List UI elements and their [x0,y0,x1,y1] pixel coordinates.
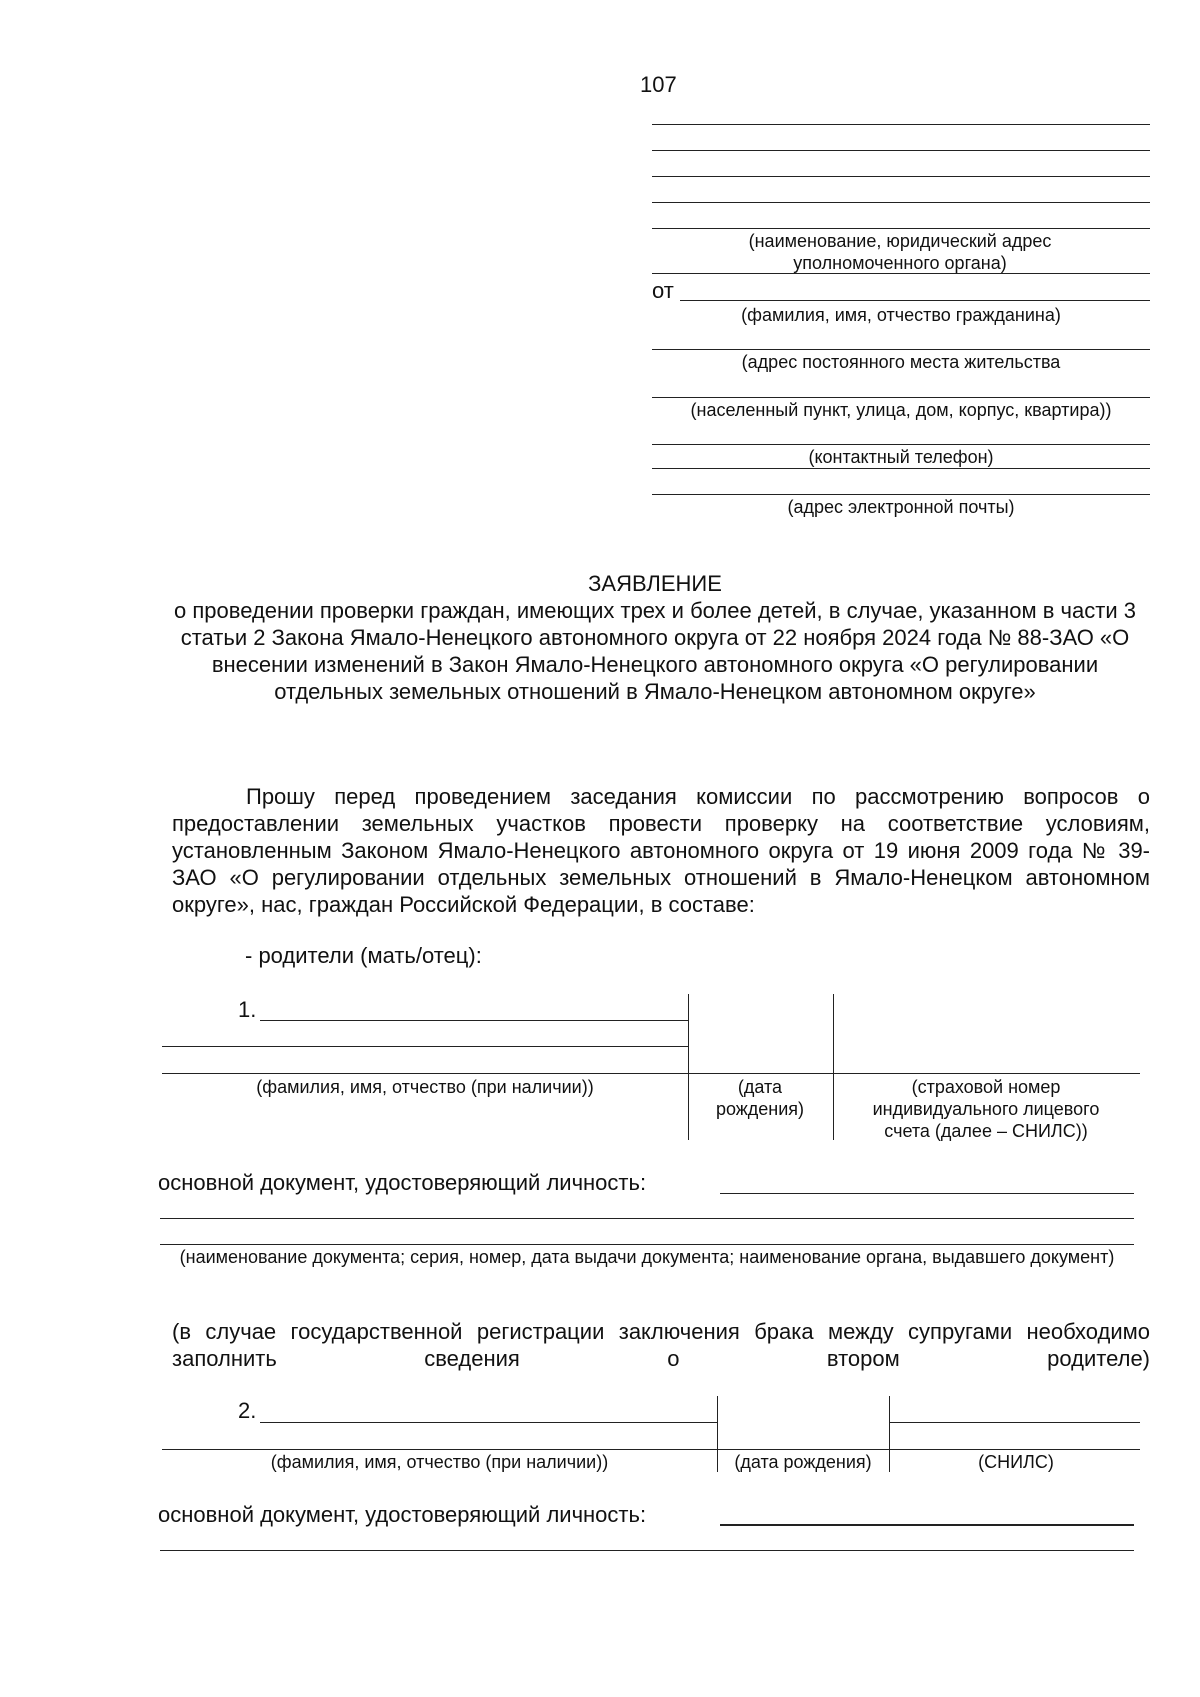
parents-label: - родители (мать/отец): [245,943,482,968]
caption-phone: (контактный телефон) [808,447,994,467]
parent1-divider-1 [688,994,689,1140]
caption-name: (фамилия, имя, отчество гражданина) [741,305,1061,325]
parent1-caption-name: (фамилия, имя, отчество (при наличии)) [256,1077,594,1097]
parent2-doc-line-1[interactable] [720,1524,1134,1526]
phone-line-2[interactable] [652,468,1150,469]
parent1-name-line-1[interactable] [260,1020,688,1021]
caption-address-1: (адрес постоянного места жительства [741,352,1061,372]
parent1-doc-line-2[interactable] [160,1218,1134,1219]
parent2-table-baseline [162,1449,1140,1450]
authority-line-3[interactable] [652,176,1150,177]
parent1-divider-2 [833,994,834,1140]
parent1-doc-label: основной документ, удостоверяющий личность: [158,1170,647,1195]
authority-line-2[interactable] [652,150,1150,151]
parent2-divider-1 [717,1396,718,1472]
title-subtitle: о проведении проверки граждан, имеющих трех и более детей, в случае, указанном в части 3 статьи 2 Закона Ямало-Ненецкого автономного округа от 22 ноября 2024 года № 88-ЗАО «О внесении изменений в Закон Ямало-Ненецкого автономного округа «О регулировании отдельных земельных отношений в Ямало-Ненецком автономном округе» [174,598,1136,704]
parent1-doc-line-1[interactable] [720,1193,1134,1194]
caption-address-2: (населенный пункт, улица, дом, корпус, квартира)) [690,400,1112,420]
title-heading: ЗАЯВЛЕНИЕ [588,571,722,596]
parent1-number: 1. [238,997,257,1022]
marriage-note: (в случае государственной регистрации заключения брака между супругами необходимо заполнить сведения о втором родителе) [172,1319,1150,1371]
phone-line-1[interactable] [652,444,1150,445]
name-line[interactable] [680,300,1150,301]
caption-email: (адрес электронной почты) [787,497,1015,517]
parent1-caption-birth: (дата рождения) [715,1077,805,1119]
parent2-caption-snils: (СНИЛС) [978,1452,1054,1472]
parent2-name-line[interactable] [260,1422,717,1423]
authority-line-1[interactable] [652,124,1150,125]
parent1-name-line-2[interactable] [162,1046,688,1047]
authority-line-6[interactable] [652,273,1150,274]
parent2-number: 2. [238,1398,257,1423]
caption-authority: (наименование, юридический адрес уполномоченного органа) [748,231,1052,273]
parent2-snils-line[interactable] [890,1422,1140,1423]
page-number: 107 [640,72,677,97]
parent1-doc-line-3[interactable] [160,1244,1134,1245]
from-label: от [652,278,674,303]
email-line[interactable] [652,494,1150,495]
parent1-doc-caption: (наименование документа; серия, номер, дата выдачи документа; наименование органа, выдавшего документ) [179,1247,1115,1267]
parent2-caption-name: (фамилия, имя, отчество (при наличии)) [270,1452,609,1472]
parent2-doc-label: основной документ, удостоверяющий личность: [158,1502,647,1527]
request-paragraph: Прошу перед проведением заседания комиссии по рассмотрению вопросов о предоставлении земельных участков провести проверку на соответствие условиям, установленным Законом Ямало-Ненецкого автономного округа от 19 июня 2009 года № 39-ЗАО «О регулировании отдельных земельных отношений в Ямало-Ненецком автономном округе», нас, граждан Российской Федерации, в составе: [172,784,1150,917]
parent2-divider-2 [889,1396,890,1472]
document-title [160,570,1150,705]
parent1-caption-snils: (страховой номер индивидуального лицевого счета (далее – СНИЛС)) [872,1077,1100,1141]
parent2-doc-line-2[interactable] [160,1550,1134,1551]
authority-line-4[interactable] [652,202,1150,203]
address-line-2[interactable] [652,397,1150,398]
address-line-1[interactable] [652,349,1150,350]
parent1-table-baseline [162,1073,1140,1074]
parent2-caption-birth: (дата рождения) [734,1452,872,1472]
authority-line-5[interactable] [652,228,1150,229]
